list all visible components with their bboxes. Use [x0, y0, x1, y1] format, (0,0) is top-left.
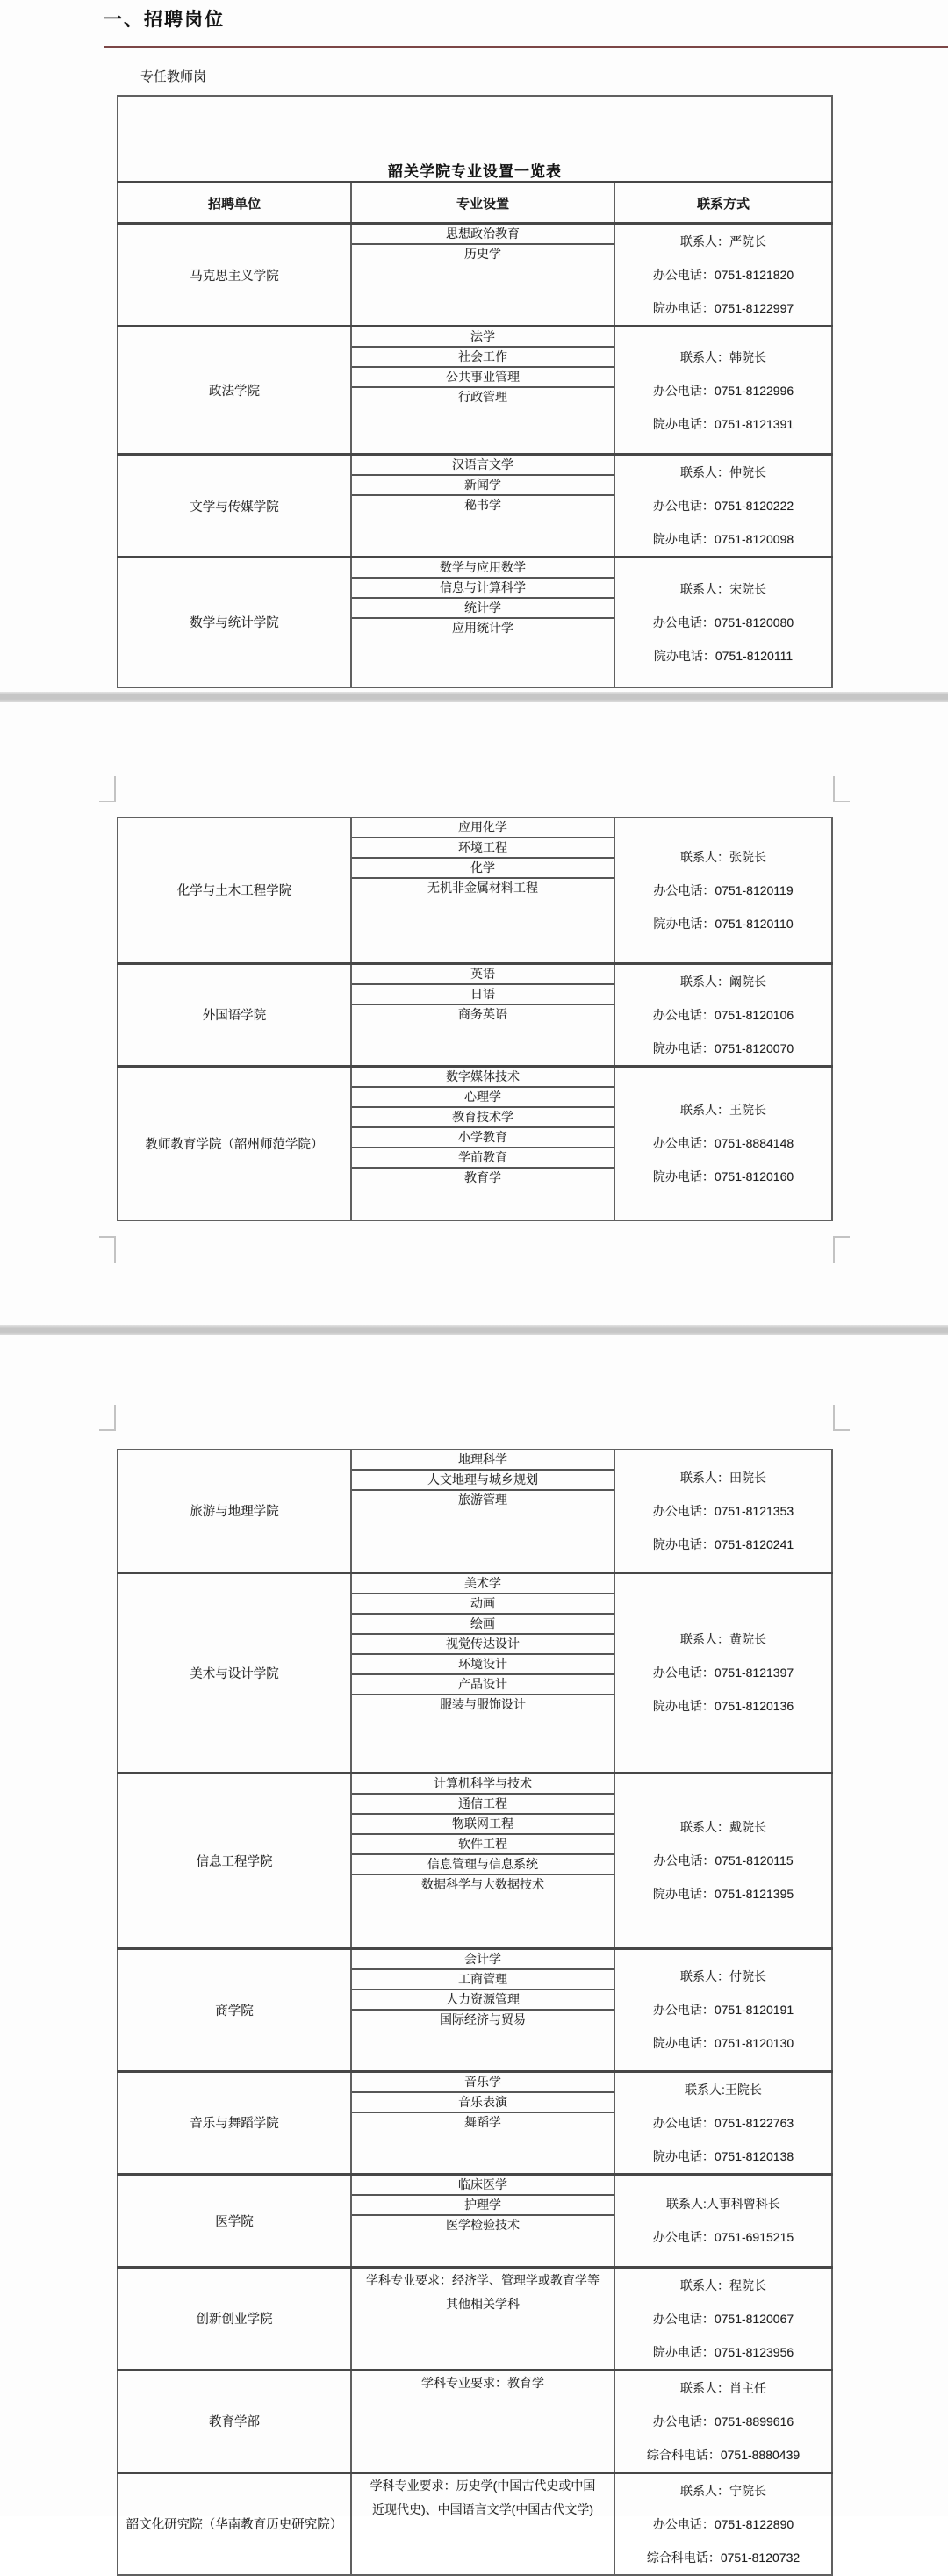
recruiting-unit-cell: 旅游与地理学院: [118, 1450, 351, 1572]
majors-cell: [351, 2174, 614, 2267]
major-item: 护理学: [352, 2196, 614, 2216]
major-item: 数据科学与大数据技术: [421, 1876, 544, 1891]
recruiting-unit-cell: 化学与土木工程学院: [118, 817, 351, 963]
major-item: 数学与应用数学: [352, 558, 614, 579]
contact-line: 院办电话：0751-8120138: [652, 2148, 794, 2163]
major-item: 服装与服饰设计: [440, 1696, 526, 1711]
recruiting-unit-cell: 外国语学院: [118, 963, 351, 1066]
positions-table-page-3: [117, 1449, 833, 2576]
major-item: 通信工程: [352, 1795, 614, 1815]
contact-cell: [614, 2071, 832, 2174]
majors-cell: [351, 2370, 614, 2472]
contact-line: 联系人:王院长: [685, 2082, 762, 2097]
document-page-3: [0, 1335, 948, 2565]
major-item: 舞蹈学: [464, 2114, 501, 2129]
majors-cell: [351, 2267, 614, 2370]
contact-cell: [614, 817, 832, 963]
major-item: 学前教育: [352, 1148, 614, 1169]
major-item: 统计学: [352, 599, 614, 619]
recruiting-unit-cell: 教育学部: [118, 2370, 351, 2472]
majors-cell: [351, 963, 614, 1066]
majors-list: [352, 1774, 614, 1894]
contact-line: 办公电话：0751-6915215: [652, 2230, 794, 2244]
contact-line: 办公电话：0751-8120119: [653, 882, 794, 897]
post-type-label: 专任教师岗: [140, 69, 207, 84]
contact-line: 办公电话：0751-8121397: [652, 1666, 794, 1680]
contact-cell: [614, 455, 832, 558]
recruiting-unit-cell: 政法学院: [118, 327, 351, 455]
major-item: 法学: [352, 327, 614, 348]
major-item: 汉语言文学: [352, 456, 614, 476]
table-row: [118, 1572, 832, 1773]
column-header: 联系方式: [614, 183, 832, 224]
contact-line: 院办电话：0751-8120160: [652, 1169, 794, 1184]
major-item: 教育学: [464, 1169, 501, 1184]
margin-corner-mark: [99, 1236, 116, 1263]
contact-cell: [614, 1450, 832, 1572]
contact-line: 联系人：仲院长: [680, 465, 767, 479]
majors-cell: [351, 817, 614, 963]
table-row: [118, 558, 832, 687]
majors-cell: [351, 558, 614, 687]
contact-line: 办公电话：0751-8120106: [652, 1007, 794, 1022]
contact-line: 联系人：戴院长: [680, 1820, 766, 1834]
contact-line: 办公电话：0751-8122890: [652, 2516, 794, 2531]
table-row: [118, 817, 832, 963]
contact-cell: [614, 224, 832, 327]
recruiting-unit-cell: 创新创业学院: [118, 2267, 351, 2370]
major-item: 应用化学: [352, 818, 614, 838]
positions-table-page-2: [117, 817, 833, 1221]
major-item: 新闻学: [352, 476, 614, 496]
contact-line: 院办电话：0751-8120130: [652, 2036, 794, 2050]
contact-line: 综合科电话：0751-8880439: [646, 2447, 801, 2462]
majors-list: [352, 2176, 614, 2234]
majors-cell: [351, 1572, 614, 1773]
major-item: 工商管理: [352, 1970, 614, 1990]
table-row: [118, 1773, 832, 1948]
major-item: 人力资源管理: [352, 1990, 614, 2011]
majors-list: [352, 1950, 614, 2029]
column-header: 招聘单位: [118, 183, 351, 224]
table-row: [118, 2267, 832, 2370]
major-item: 信息管理与信息系统: [352, 1855, 614, 1875]
majors-cell: [351, 1948, 614, 2071]
contact-line: 办公电话：0751-8120115: [653, 1853, 794, 1867]
contact-line: 联系人：程院长: [680, 2277, 766, 2292]
major-item: 医学检验技术: [446, 2217, 520, 2232]
recruiting-unit-cell: 音乐与舞蹈学院: [118, 2071, 351, 2174]
contact-line: 院办电话：0751-8120098: [652, 532, 794, 546]
majors-list: [352, 1068, 614, 1187]
contact-line: 院办电话：0751-8123956: [652, 2344, 794, 2359]
margin-corner-mark: [99, 1405, 116, 1431]
margin-corner-mark: [833, 776, 850, 802]
contact-line: 办公电话：0751-8122763: [652, 2115, 794, 2130]
table-row: [118, 2174, 832, 2267]
majors-cell: [351, 455, 614, 558]
contact-line: 办公电话：0751-8120222: [652, 499, 794, 513]
column-header: 专业设置: [351, 183, 614, 224]
page-separator: [0, 1325, 948, 1335]
majors-cell: [351, 1450, 614, 1572]
majors-list: [352, 558, 614, 637]
contact-line: 联系人：宁院长: [680, 2483, 766, 2498]
contact-line: 联系人：肖主任: [680, 2380, 766, 2395]
contact-line: 联系人：黄院长: [680, 1632, 766, 1646]
contact-line: 院办电话：0751-8120241: [652, 1536, 794, 1551]
contact-cell: [614, 558, 832, 687]
recruiting-unit-cell: 马克思主义学院: [118, 224, 351, 327]
majors-cell: [351, 1066, 614, 1220]
recruiting-unit-cell: 信息工程学院: [118, 1773, 351, 1948]
contact-line: 联系人：张院长: [680, 849, 766, 864]
table-row: [118, 2370, 832, 2472]
table-row: [118, 1948, 832, 2071]
document-page-1: [0, 0, 948, 692]
contact-line: 院办电话：0751-8121395: [652, 1887, 794, 1901]
major-requirement: 学科专业要求：教育学: [421, 2375, 544, 2390]
contact-line: 院办电话：0751-8121391: [652, 416, 794, 431]
major-item: 音乐表演: [352, 2093, 614, 2113]
recruiting-unit-cell: 数学与统计学院: [118, 558, 351, 687]
majors-list: [352, 456, 614, 514]
contact-cell: [614, 1773, 832, 1948]
major-item: 信息与计算科学: [352, 579, 614, 599]
majors-cell: [351, 1773, 614, 1948]
major-item: 音乐学: [352, 2073, 614, 2093]
major-item: 历史学: [464, 247, 501, 261]
margin-corner-mark: [99, 776, 116, 802]
contact-line: 办公电话：0751-8121820: [652, 268, 794, 282]
document-page-2: [0, 702, 948, 1325]
table-title-row: [118, 96, 832, 183]
major-item: 小学教育: [352, 1128, 614, 1148]
major-item: 行政管理: [458, 390, 507, 404]
recruiting-unit-cell: 医学院: [118, 2174, 351, 2267]
contact-line: 办公电话：0751-8121353: [652, 1503, 794, 1518]
contact-line: 联系人：韩院长: [680, 349, 767, 364]
major-item: 国际经济与贸易: [440, 2011, 526, 2026]
majors-list: [352, 1574, 614, 1714]
major-item: 环境设计: [352, 1655, 614, 1675]
major-item: 美术学: [352, 1574, 614, 1594]
contact-cell: [614, 2472, 832, 2575]
recruiting-unit-cell: 商学院: [118, 1948, 351, 2071]
contact-cell: [614, 2370, 832, 2472]
contact-line: 联系人：王院长: [680, 1103, 766, 1118]
majors-list: [352, 2073, 614, 2132]
contact-cell: [614, 1948, 832, 2071]
contact-cell: [614, 2174, 832, 2267]
table-row: [118, 963, 832, 1066]
major-item: 心理学: [352, 1088, 614, 1108]
majors-list: [352, 327, 614, 407]
contact-line: 办公电话：0751-8884148: [652, 1136, 794, 1151]
contact-line: 办公电话：0751-8899616: [652, 2414, 794, 2428]
major-item: 数字媒体技术: [352, 1068, 614, 1088]
major-item: 化学: [352, 859, 614, 879]
major-requirement: 学科专业要求：历史学(中国古代史或中国近现代史)、中国语言文学(中国古代文学): [370, 2478, 596, 2516]
major-item: 应用统计学: [452, 621, 514, 635]
table-row: [118, 1450, 832, 1572]
table-row: [118, 455, 832, 558]
table-row: [118, 224, 832, 327]
major-item: 人文地理与城乡规划: [352, 1471, 614, 1491]
table-row: [118, 2071, 832, 2174]
contact-line: 联系人：严院长: [680, 234, 767, 248]
recruiting-unit-cell: 教师教育学院（韶州师范学院）: [118, 1066, 351, 1220]
heading-underline: [104, 46, 948, 48]
major-item: 秘书学: [464, 498, 501, 512]
contact-cell: [614, 1066, 832, 1220]
major-item: 环境工程: [352, 838, 614, 859]
major-item: 绘画: [352, 1615, 614, 1635]
margin-corner-mark: [833, 1405, 850, 1431]
major-item: 地理科学: [352, 1450, 614, 1471]
recruiting-unit-cell: 韶文化研究院（华南教育历史研究院）: [118, 2472, 351, 2575]
major-item: 计算机科学与技术: [352, 1774, 614, 1795]
contact-cell: [614, 2267, 832, 2370]
contact-cell: [614, 1572, 832, 1773]
major-item: 日语: [352, 985, 614, 1005]
contact-line: 联系人：宋院长: [680, 581, 767, 596]
contact-line: 办公电话：0751-8120080: [652, 615, 794, 630]
table-row: [118, 327, 832, 455]
contact-line: 院办电话：0751-8120136: [652, 1699, 794, 1713]
contact-line: 联系人:人事科曾科长: [666, 2197, 780, 2211]
major-item: 视觉传达设计: [352, 1635, 614, 1655]
margin-corner-mark: [833, 1236, 850, 1263]
contact-cell: [614, 327, 832, 455]
major-item: 旅游管理: [458, 1493, 507, 1507]
majors-list: [352, 965, 614, 1024]
major-item: 产品设计: [352, 1675, 614, 1695]
majors-cell: [351, 2472, 614, 2575]
major-item: 商务英语: [458, 1006, 507, 1021]
contact-line: 院办电话：0751-8120070: [652, 1040, 794, 1055]
table-row: [118, 1066, 832, 1220]
contact-line: 办公电话：0751-8120191: [652, 2003, 794, 2017]
contact-line: 院办电话：0751-8120111: [653, 648, 794, 663]
table-header-row: [118, 183, 832, 224]
major-item: 社会工作: [352, 348, 614, 368]
major-item: 公共事业管理: [352, 368, 614, 388]
major-item: 思想政治教育: [352, 225, 614, 245]
major-item: 物联网工程: [352, 1815, 614, 1835]
contact-cell: [614, 963, 832, 1066]
contact-line: 院办电话：0751-8122997: [652, 301, 794, 315]
majors-cell: [351, 224, 614, 327]
major-item: 教育技术学: [352, 1108, 614, 1128]
major-requirement: 学科专业要求：经济学、管理学或教育学等其他相关学科: [366, 2272, 600, 2311]
major-item: 软件工程: [352, 1835, 614, 1855]
majors-list: [352, 818, 614, 897]
recruiting-unit-cell: 文学与传媒学院: [118, 455, 351, 558]
contact-line: 联系人：田院长: [680, 1470, 766, 1485]
recruiting-unit-cell: 美术与设计学院: [118, 1572, 351, 1773]
majors-cell: [351, 2071, 614, 2174]
contact-line: 联系人：阚院长: [680, 974, 766, 989]
majors-list: [352, 1450, 614, 1509]
contact-line: 办公电话：0751-8122996: [652, 383, 794, 398]
table-row: [118, 2472, 832, 2575]
major-item: 临床医学: [352, 2176, 614, 2196]
table-title: 韶关学院专业设置一览表: [118, 96, 832, 183]
major-item: 动画: [352, 1594, 614, 1615]
contact-line: 联系人：付院长: [680, 1969, 766, 1983]
majors-cell: [351, 327, 614, 455]
majors-list: [352, 225, 614, 263]
contact-line: 综合科电话：0751-8120732: [646, 2550, 801, 2565]
contact-line: 院办电话：0751-8120110: [653, 916, 794, 931]
major-item: 无机非金属材料工程: [427, 881, 538, 895]
page-separator: [0, 692, 948, 702]
positions-table-page-1: [117, 95, 833, 688]
section-heading: 一、招聘岗位: [104, 10, 225, 30]
major-item: 会计学: [352, 1950, 614, 1970]
contact-line: 办公电话：0751-8120067: [652, 2311, 794, 2326]
major-item: 英语: [352, 965, 614, 985]
